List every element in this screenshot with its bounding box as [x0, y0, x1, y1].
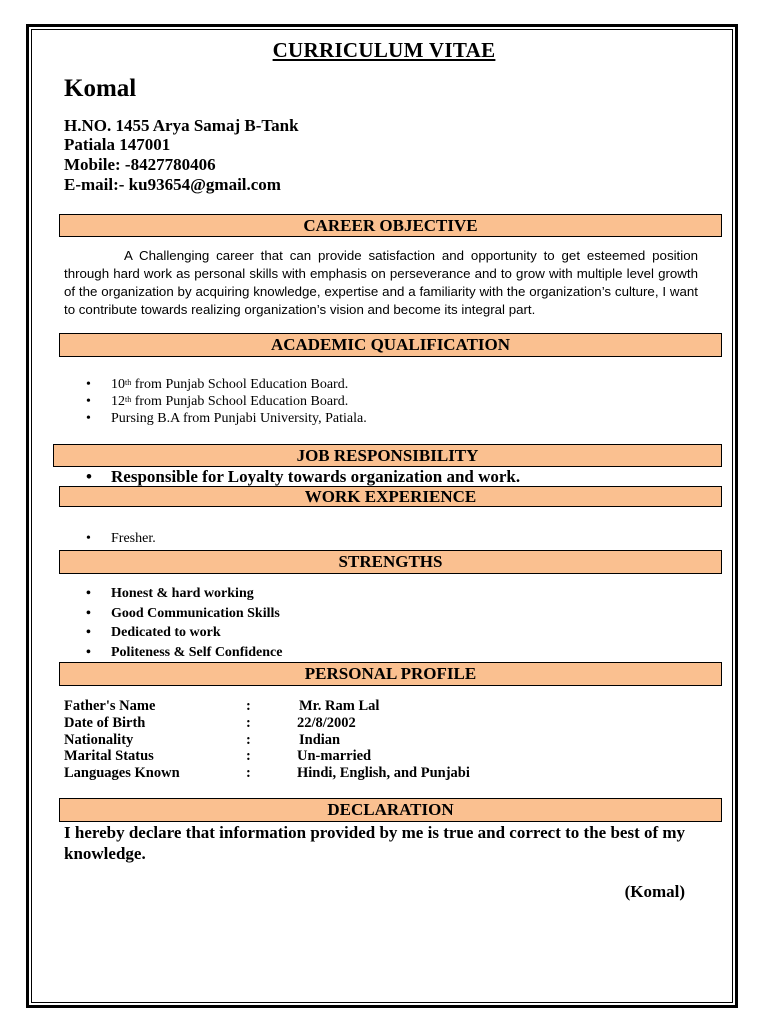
bullet-glyph: • [86, 394, 91, 409]
profile-value: Un-married [297, 748, 372, 764]
profile-value: 22/8/2002 [297, 715, 356, 731]
profile-label: Marital Status [64, 748, 154, 764]
signature-name: (Komal) [624, 882, 685, 901]
work-experience-list [64, 530, 156, 548]
section-header-personal-profile: PERSONAL PROFILE [59, 662, 722, 686]
profile-value: Mr. Ram Lal [299, 698, 380, 714]
list-item: • 10th from Punjab School Education Board. [86, 377, 349, 392]
list-item: • Dedicated to work [111, 623, 282, 643]
declaration-text: I hereby declare that information provided by me is true and correct to the best of my knowledge. [64, 823, 686, 863]
profile-colon: : [246, 698, 251, 714]
list-item: • Honest & hard working [111, 584, 282, 604]
section-header-job-responsibility: JOB RESPONSIBILITY [53, 444, 722, 467]
bullet-glyph: • [86, 644, 91, 660]
list-item: • 12th from Punjab School Education Board. [86, 394, 349, 409]
profile-label: Languages Known [64, 765, 180, 781]
profile-value: Hindi, English, and Punjabi [297, 765, 470, 781]
strengths-list [64, 584, 282, 662]
list-item: • Politeness & Self Confidence [111, 643, 282, 663]
profile-label: Nationality [64, 732, 134, 748]
profile-colon: : [246, 732, 251, 748]
section-header-academic: ACADEMIC QUALIFICATION [59, 333, 722, 357]
bullet-glyph: • [86, 605, 91, 621]
mobile-number: Mobile: -8427780406 [64, 155, 216, 174]
list-item: • Fresher. [86, 531, 156, 546]
list-item: • Good Communication Skills [111, 604, 282, 624]
job-responsibility-list [64, 467, 520, 487]
profile-colon: : [246, 765, 251, 781]
bullet-glyph: • [86, 625, 91, 640]
bullet-glyph: • [86, 531, 91, 546]
section-header-career-objective: CAREER OBJECTIVE [59, 214, 722, 237]
profile-colon: : [246, 748, 251, 764]
address-line-2: Patiala 147001 [64, 135, 171, 154]
bullet-glyph: • [86, 467, 92, 486]
bullet-glyph: • [86, 377, 91, 392]
profile-label: Date of Birth [64, 715, 146, 731]
address-line-1: H.NO. 1455 Arya Samaj B-Tank [64, 116, 299, 135]
list-item: • Responsible for Loyalty towards organization and work. [86, 467, 521, 486]
list-item: • Pursing B.A from Punjabi University, Patiala. [86, 411, 367, 426]
email-address: E-mail:- ku93654@gmail.com [64, 175, 281, 194]
candidate-name: Komal [64, 75, 137, 102]
section-header-declaration: DECLARATION [59, 798, 722, 822]
section-header-strengths: STRENGTHS [59, 550, 722, 574]
document-title: CURRICULUM VITAE [272, 38, 496, 62]
bullet-glyph: • [86, 411, 91, 426]
profile-value: Indian [299, 732, 341, 748]
academic-list [64, 376, 367, 427]
profile-label: Father's Name [64, 698, 156, 714]
career-objective-text: A Challenging career that can provide satisfaction and opportunity to get esteemed position through hard work as personal skills with emphasis on perseverance and to grow with multiple level growth of the organization by acquiring knowledge, expertise and a familiarity with the organization’s culture, I want to contribute towards realizing organization’s vision and become its integral part. [64, 248, 698, 317]
section-header-work-experience: WORK EXPERIENCE [59, 486, 722, 507]
profile-colon: : [246, 715, 251, 731]
bullet-glyph: • [86, 586, 91, 601]
